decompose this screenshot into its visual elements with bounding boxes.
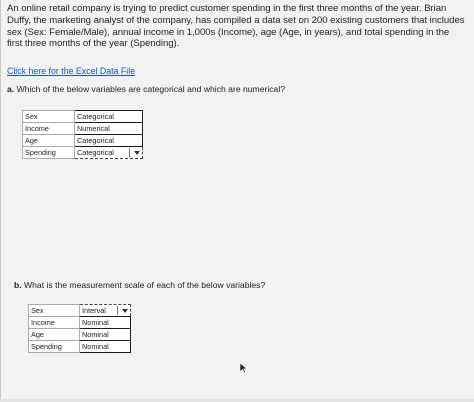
variable-name-cell: Sex bbox=[29, 305, 80, 317]
variable-type-select[interactable] bbox=[75, 135, 143, 147]
table-row bbox=[23, 111, 143, 123]
table-row bbox=[29, 305, 131, 317]
question-b-text: What is the measurement scale of each of the below variables? bbox=[24, 280, 266, 290]
chevron-down-icon[interactable] bbox=[134, 151, 140, 155]
question-a bbox=[7, 84, 285, 94]
select-value: Nominal bbox=[82, 318, 109, 327]
question-a-letter: a. bbox=[7, 84, 15, 94]
select-value: Categorical bbox=[77, 148, 114, 157]
variable-name-cell: Sex bbox=[23, 111, 75, 123]
measurement-scale-select[interactable] bbox=[80, 329, 131, 341]
table-row bbox=[29, 329, 131, 341]
problem-statement: An online retail company is trying to predict customer spending in the first three months of the year. Brian Duffy, the marketing analyst of the company, has compiled a data set on 200 existing customers that includes sex (Sex: Female/Male), annual income in 1,000s (Income), age (Age, in years), and total spending in the first three months of the year (Spending). bbox=[7, 3, 465, 50]
question-a-text: Which of the below variables are categorical and which are numerical? bbox=[16, 84, 286, 94]
variable-type-table bbox=[22, 110, 143, 159]
select-value: Nominal bbox=[82, 330, 109, 339]
left-divider bbox=[0, 0, 1, 402]
variable-name-cell: Age bbox=[23, 135, 75, 147]
variable-name-cell: Spending bbox=[29, 341, 80, 353]
variable-type-select[interactable] bbox=[75, 111, 143, 123]
mouse-pointer-icon bbox=[239, 362, 248, 374]
table-row bbox=[23, 135, 143, 147]
variable-name-cell: Income bbox=[29, 317, 80, 329]
variable-type-select[interactable] bbox=[75, 123, 143, 135]
select-value: Categorical bbox=[77, 136, 114, 145]
variable-type-select-active[interactable] bbox=[75, 147, 143, 159]
measurement-scale-table bbox=[28, 304, 131, 353]
measurement-scale-select-active[interactable] bbox=[80, 305, 131, 317]
variable-name-cell: Age bbox=[29, 329, 80, 341]
dropdown-separator bbox=[129, 148, 130, 157]
table-row bbox=[29, 341, 131, 353]
question-b-letter: b. bbox=[14, 280, 22, 290]
select-value: Nominal bbox=[82, 342, 109, 351]
table-row bbox=[29, 317, 131, 329]
select-value: Categorical bbox=[77, 112, 114, 121]
select-value: Interval bbox=[82, 306, 106, 315]
excel-data-link[interactable]: Click here for the Excel Data File bbox=[7, 66, 136, 76]
measurement-scale-select[interactable] bbox=[80, 341, 131, 353]
measurement-scale-select[interactable] bbox=[80, 317, 131, 329]
variable-name-cell: Income bbox=[23, 123, 75, 135]
select-value: Numerical bbox=[77, 124, 110, 133]
chevron-down-icon[interactable] bbox=[122, 309, 128, 313]
table-row bbox=[23, 147, 143, 159]
table-row bbox=[23, 123, 143, 135]
variable-name-cell: Spending bbox=[23, 147, 75, 159]
dropdown-separator bbox=[117, 306, 118, 315]
question-b bbox=[14, 280, 265, 290]
